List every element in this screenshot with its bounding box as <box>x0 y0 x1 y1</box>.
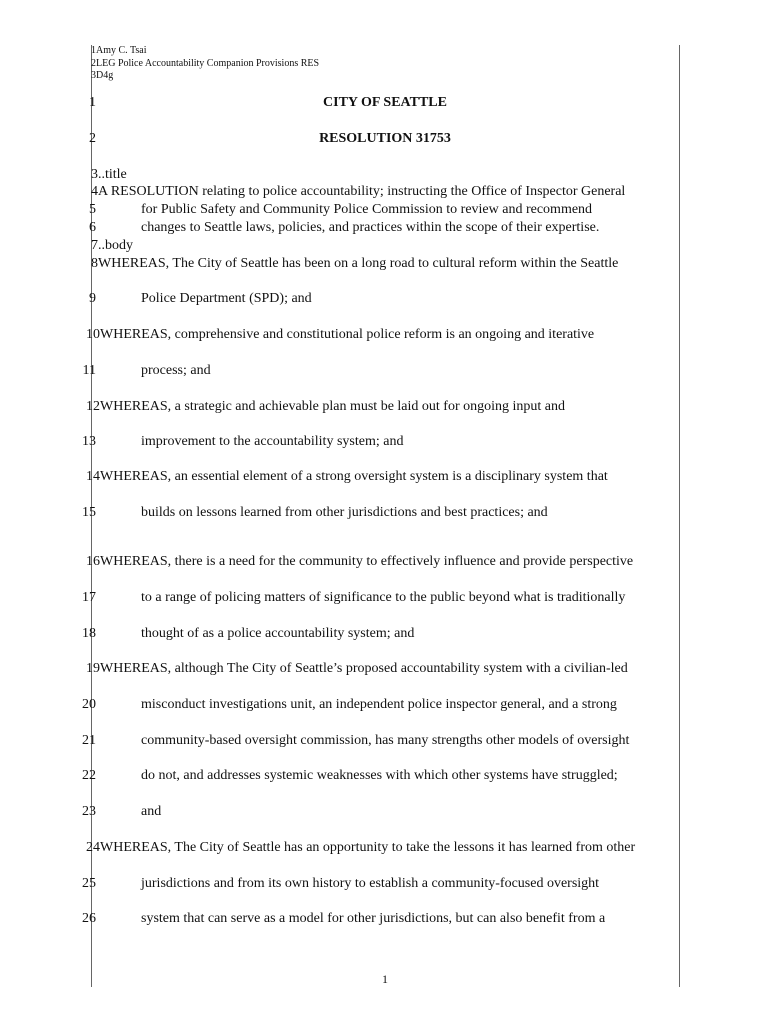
line-number: 13 <box>82 434 96 449</box>
page-title: CITY OF SEATTLE <box>323 95 447 110</box>
line-number: 25 <box>82 876 96 891</box>
line-number: 1 <box>86 661 93 676</box>
line-number: 26 <box>82 911 96 926</box>
line-number: 18 <box>82 626 96 641</box>
body-line: do not, and addresses systemic weaknesses with which other systems have struggled; <box>141 768 618 783</box>
line-number: 21 <box>82 733 96 748</box>
body-line: community-based oversight commission, has many strengths other models of oversight <box>141 733 630 748</box>
document-header <box>91 45 319 83</box>
body-line: Police Department (SPD); and <box>141 291 312 306</box>
line-number: 2 <box>89 131 96 146</box>
line-number: 23 <box>82 804 96 819</box>
body-line: thought of as a police accountability system; and <box>141 626 415 641</box>
body-line: system that can serve as a model for other jurisdictions, but can also benefit from a <box>141 911 606 926</box>
body-line: 4WHEREAS, an essential element of a strong oversight system is a disciplinary system that <box>93 469 608 484</box>
line-number: 17 <box>82 590 96 605</box>
body-line: builds on lessons learned from other jurisdictions and best practices; and <box>141 505 548 520</box>
header-subject: 2LEG Police Accountability Companion Provisions RES <box>91 57 320 69</box>
title-marker: 3..title <box>91 167 127 182</box>
line-number: 20 <box>82 697 96 712</box>
line-number: 9 <box>89 291 96 306</box>
resolution-title-line: for Public Safety and Community Police Commission to review and recommend <box>141 202 593 217</box>
line-number: 6 <box>89 220 96 235</box>
page-number: 1 <box>382 972 388 986</box>
line-number: 1 <box>86 399 93 414</box>
line-number: 2 <box>86 840 93 855</box>
line-number: 11 <box>82 363 96 378</box>
line-number: 1 <box>86 554 93 569</box>
resolution-number: RESOLUTION 31753 <box>319 131 451 146</box>
body-line: 9WHEREAS, although The City of Seattle’s proposed accountability system with a civilian-led <box>93 661 628 676</box>
resolution-title-line: changes to Seattle laws, policies, and practices within the scope of their expertise. <box>141 220 600 235</box>
body-line: misconduct investigations unit, an independent police inspector general, and a strong <box>141 697 617 712</box>
line-number: 1 <box>86 327 93 342</box>
body-line: jurisdictions and from its own history to establish a community-focused oversight <box>141 876 600 891</box>
body-line: improvement to the accountability system; and <box>141 434 404 449</box>
line-number: 1 <box>86 469 93 484</box>
body-line: 2WHEREAS, a strategic and achievable plan must be laid out for ongoing input and <box>93 399 565 414</box>
body-line: 8WHEREAS, The City of Seattle has been on a long road to cultural reform within the Seattle <box>91 256 619 271</box>
body-line: to a range of policing matters of significance to the public beyond what is traditionally <box>141 590 626 605</box>
right-margin-rule <box>679 45 680 987</box>
body-line: 0WHEREAS, comprehensive and constitutional police reform is an ongoing and iterative <box>93 327 595 342</box>
resolution-title-line: 4A RESOLUTION relating to police accountability; instructing the Office of Inspector General <box>91 184 626 199</box>
body-line: and <box>141 804 162 819</box>
header-draft: 3D4g <box>91 70 114 81</box>
line-number: 22 <box>82 768 96 783</box>
line-number: 1 <box>89 95 96 110</box>
header-author: 1Amy C. Tsai <box>91 45 147 56</box>
body-line: process; and <box>141 363 211 378</box>
body-line: 6WHEREAS, there is a need for the community to effectively influence and provide perspective <box>93 554 634 569</box>
line-number: 5 <box>89 202 96 217</box>
line-number: 15 <box>82 505 96 520</box>
body-marker: 7..body <box>91 238 133 253</box>
body-line: 4WHEREAS, The City of Seattle has an opportunity to take the lessons it has learned from other <box>93 840 636 855</box>
